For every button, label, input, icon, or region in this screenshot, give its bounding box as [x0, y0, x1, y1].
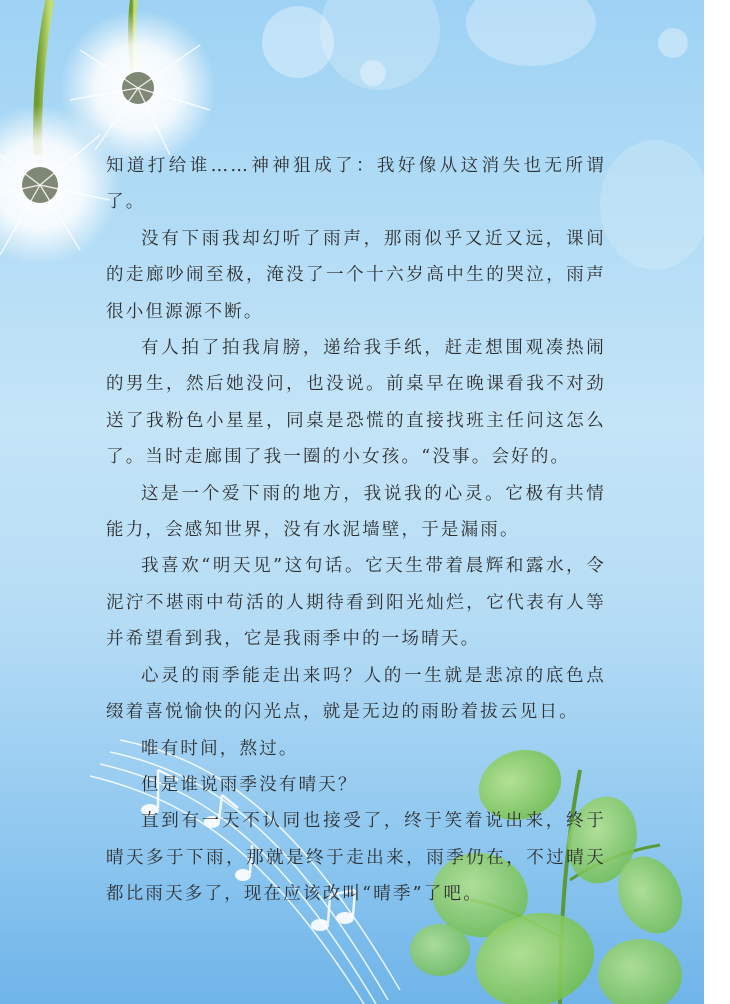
paragraph: 知道打给谁……神神狙成了：我好像从这消失也无所谓了。	[106, 156, 606, 213]
paragraph: 没有下雨我却幻听了雨声，那雨似乎又近又远，课间的走廊吵闹至极，淹没了一个十六岁高中生的哭泣，雨声很小但源源不断。	[106, 228, 606, 322]
paragraph: 唯有时间，熬过。	[141, 738, 299, 759]
paragraph: 但是谁说雨季没有晴天？	[141, 774, 358, 795]
page-margin	[704, 0, 730, 1004]
paragraph: 有人拍了拍我肩膀，递给我手纸，赶走想围观凑热闹的男生，然后她没问，也没说。前桌早在晚课看我不对劲送了我粉色小星星，同桌是恐慌的直接找班主任问这怎么了。当时走廊围了我一圈的小女孩。“没事。会好的。	[106, 338, 606, 468]
essay-text	[106, 148, 606, 913]
paragraph: 我喜欢“明天见”这句话。它天生带着晨辉和露水，令泥泞不堪雨中苟活的人期待看到阳光灿烂，它代表有人等并希望看到我，它是我雨季中的一场晴天。	[106, 556, 606, 650]
paragraph: 心灵的雨季能走出来吗？人的一生就是悲凉的底色点缀着喜悦愉快的闪光点，就是无边的雨盼着拔云见日。	[106, 665, 606, 723]
paragraph: 直到有一天不认同也接受了，终于笑着说出来，终于晴天多于下雨，那就是终于走出来，雨季仍在，不过晴天都比雨天多了，现在应该改叫“晴季”了吧。	[106, 811, 606, 905]
paragraph: 这是一个爱下雨的地方，我说我的心灵。它极有共情能力，会感知世界，没有水泥墙壁，于是漏雨。	[106, 483, 606, 541]
